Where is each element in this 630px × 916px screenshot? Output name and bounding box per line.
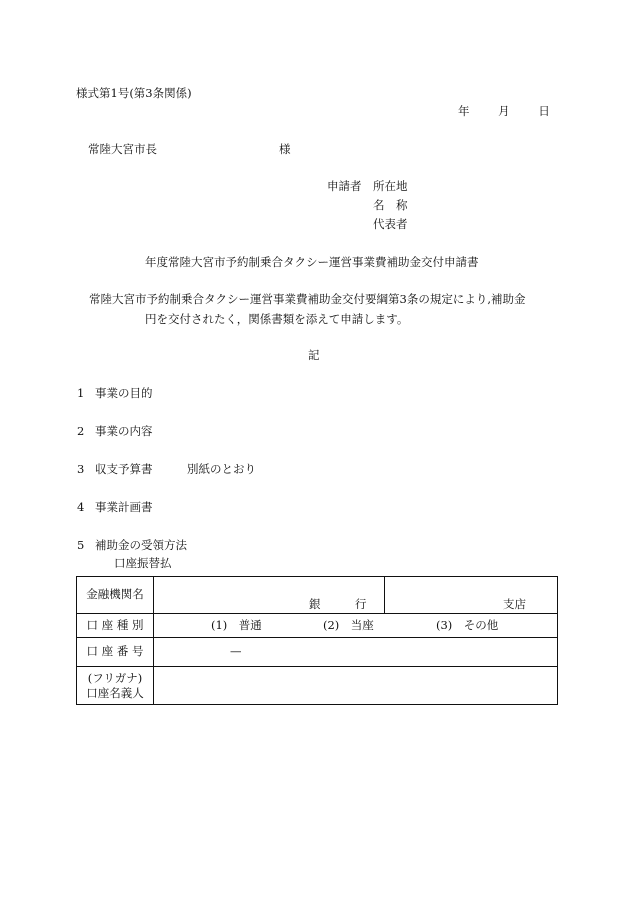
account-holder-row [77,667,558,705]
item-2-number: 2 [77,424,85,438]
holder-label: 口座名義人 [86,685,144,700]
account-type-option-1[interactable]: (1) 普通 [211,618,262,632]
date-line [458,106,550,118]
transfer-label: 口座振替払 [114,556,172,570]
item-1-number: 1 [77,386,85,400]
form-number: 様式第1号(第3条関係) [76,86,192,100]
body-line-1: 常陸大宮市予約制乗合タクシー運営事業費補助金交付要綱第3条の規定により,補助金 [89,292,526,306]
account-type-option-2[interactable]: (2) 当座 [323,618,374,632]
account-number-row [77,638,558,667]
institution-row [77,577,558,614]
branch-name-field[interactable] [385,577,558,614]
date-month: 月 [498,104,510,118]
account-number-dash: — [230,644,242,658]
institution-label: 金融機関名 [77,577,154,614]
date-day: 日 [538,104,550,118]
account-holder-field[interactable] [154,667,558,705]
kana-label: (フリガナ) [87,670,143,685]
item-2-text: 事業の内容 [95,424,153,438]
item-3-text: 収支予算書 [95,462,153,476]
addressee-honorific: 様 [279,142,291,156]
applicant-label: 申請者 [327,179,362,193]
branch-suffix: 支店 [503,597,526,611]
item-1-text: 事業の目的 [95,386,153,400]
item-5-text: 補助金の受領方法 [95,538,187,552]
item-3-note: 別紙のとおり [187,462,256,476]
item-4-text: 事業計画書 [95,500,153,514]
bank-account-table [76,576,558,705]
account-number-label: 口 座 番 号 [77,638,154,667]
applicant-representative-label: 代表者 [373,217,408,231]
applicant-name-label: 名 称 [373,198,408,212]
account-holder-label-cell [77,667,154,705]
account-number-field[interactable] [154,638,558,667]
bank-suffix: 銀 行 [309,597,367,611]
applicant-address-label: 所在地 [373,179,408,193]
document-title: 年度常陸大宮市予約制乗合タクシー運営事業費補助金交付申請書 [145,255,479,269]
item-3-number: 3 [77,462,85,476]
item-5-number: 5 [77,538,85,552]
date-year: 年 [458,104,470,118]
addressee-name: 常陸大宮市長 [88,142,157,156]
account-type-label: 口 座 種 別 [77,614,154,638]
item-4-number: 4 [77,500,85,514]
account-type-row [77,614,558,638]
account-type-field[interactable] [154,614,558,638]
ki-heading: 記 [308,348,320,362]
account-type-option-3[interactable]: (3) その他 [436,618,499,632]
bank-name-field[interactable] [154,577,385,614]
body-line-2: 円を交付されたく，関係書類を添えて申請します。 [145,312,409,326]
